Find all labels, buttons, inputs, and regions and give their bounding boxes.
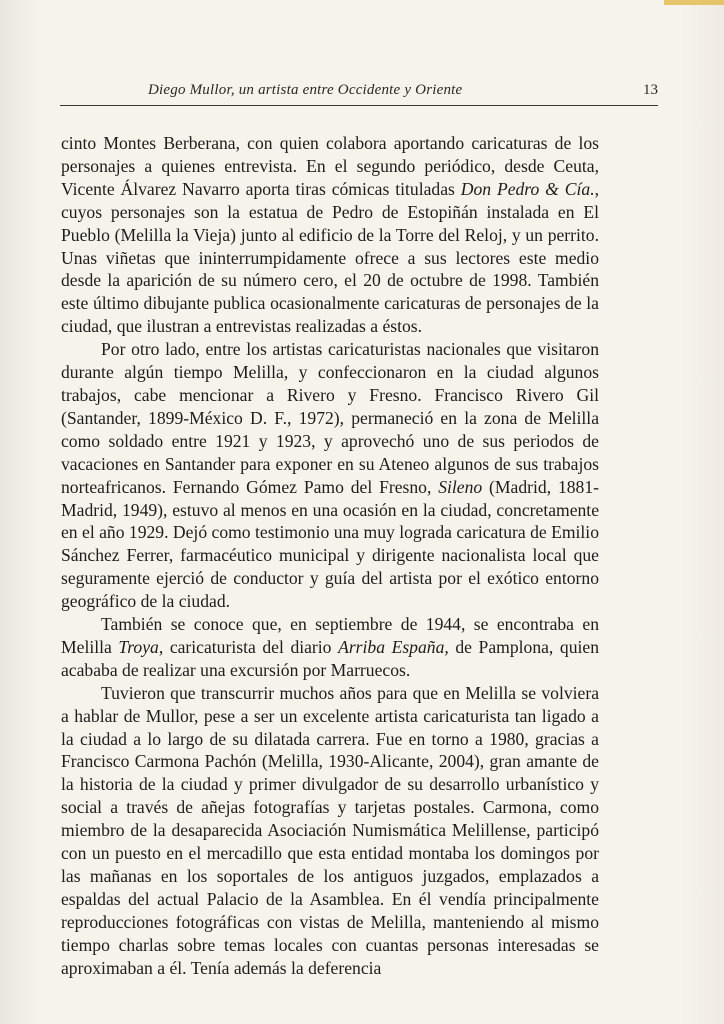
running-title: Diego Mullor, un artista entre Occidente y Oriente [148,82,463,98]
italic-text: Don Pedro & Cía. [460,178,595,199]
text-segment: Por otro lado, entre los artistas caricaturistas nacionales que visitaron durante algún tiempo Melilla, y confeccionaron en la ciudad algunos trabajos, cabe mencionar a Rivero y Fresno. Francisco Rivero Gil (Santander, 1899-México D. F., 1972), permaneció en la zona de Melilla como soldado entre 1921 y 1923, y aprovechó uno de sus periodos de vacaciones en Santander para exponer en su Ateneo algunos de sus trabajos norteafricanos. Fernando Gómez Pamo del Fresno, [61,339,599,497]
italic-text: Arriba España, [338,636,449,657]
text-segment: Tuvieron que transcurrir muchos años para que en Melilla se volviera a hablar de Mullor, pese a ser un excelente artista caricaturista tan ligado a la ciudad a lo largo de su dilatada carrera. Fue en torno a 1980, gracias a Francisco Carmona Pachón (Melilla, 1930-Alicante, 2004), gran amante de la historia de la ciudad y primer divulgador de su desarrollo urbanístico y social a través de añejas fotografías y tarjetas postales. Carmona, como miembro de la desaparecida Asociación Numismática Melillense, participó con un puesto en el mercadillo que esta entidad montaba los domingos por las mañanas en los soportales de los antiguos juzgados, emplazados a espaldas del actual Palacio de la Asamblea. En él vendía principalmente reproducciones fotográficas con vistas de Melilla, manteniendo al mismo tiempo charlas sobre temas locales con cuantas personas interesadas se aproximaban a él. Tenía además la deferencia [61,682,599,978]
text-segment: cinto Montes Berberana, con quien colabora aportando caricaturas de los personajes a quienes entrevista. En el segundo periódico, desde Ceuta, Vicente Álvarez Navarro aporta tiras cómicas tituladas [61,133,599,199]
text-segment: , cuyos personajes son la estatua de Pedro de Estopiñán instalada en El Pueblo (Melilla la Vieja) junto al edificio de la Torre del Reloj, y un perrito. Unas viñetas que ininterrumpidamente ofrece a sus lectores este medio desde la aparición de su número cero, el 20 de octubre de 1998. También este último dibujante publica ocasionalmente caricaturas de personajes de la ciudad, que ilustran a entrevistas realizadas a éstos. [61,178,599,337]
paper-edge-mark [664,0,724,5]
paragraph [61,132,599,338]
italic-text: Sileno [438,476,483,497]
text-segment: (Madrid, 1881-Madrid, 1949), estuvo al menos en una ocasión en la ciudad, concretamente en el año 1929. Dejó como testimonio una muy lograda caricatura de Emilio Sánchez Ferrer, farmacéutico municipal y dirigente nacionalista local que seguramente ejerció de conductor y guía del artista por el exótico entorno geográfico de la ciudad. [61,476,599,612]
paragraph [61,682,599,980]
italic-text: Troya [118,636,159,657]
text-segment: de Pamplona, quien acababa de realizar una excursión por Marruecos. [61,636,600,680]
page-number: 13 [643,82,658,98]
text-segment: , caricaturista del diario [158,636,339,657]
header-rule [60,105,658,106]
paragraph [61,613,599,682]
paragraph [61,338,599,613]
text-segment: También se conoce que, en septiembre de 1944, se encontraba en Melilla [61,614,599,657]
body-text [61,132,599,980]
running-header [60,82,658,104]
